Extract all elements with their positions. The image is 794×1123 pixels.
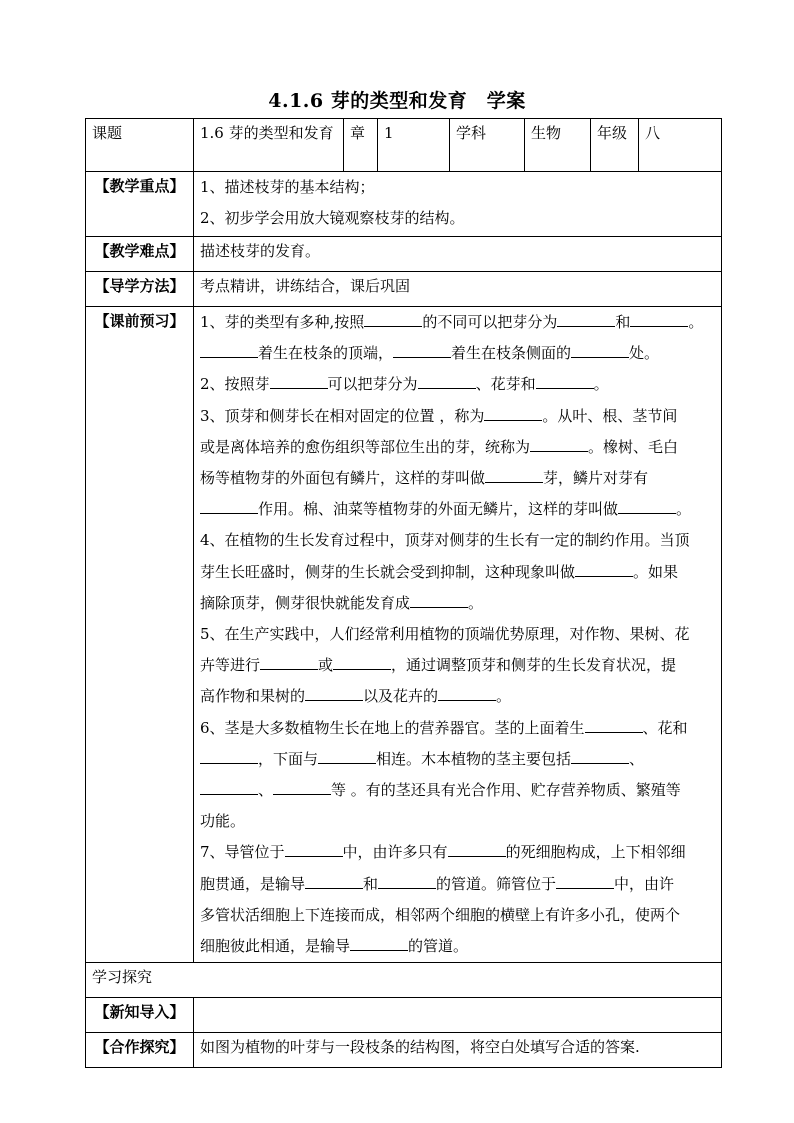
study-plan-table <box>85 118 722 1068</box>
topic-label: 课题 <box>86 119 194 172</box>
grade-label: 年级 <box>591 119 639 172</box>
preview-line: 作用。棉、油菜等植物芽的外面无鳞片，这样的芽叫做 。 <box>200 494 715 525</box>
method-row <box>86 272 722 307</box>
preview-line: 多管状活细胞上下连接而成，相邻两个细胞的横壁上有许多小孔，使两个 <box>200 905 681 924</box>
subject-value: 生物 <box>525 119 591 172</box>
preview-line: 7、导管位于 中，由许多只有 的死细胞构成，上下相邻细 <box>200 843 686 862</box>
preview-line: 芽生长旺盛时，侧芽的生长就会受到抑制，这种现象叫做 。如果 <box>200 562 679 581</box>
preview-line: 功能。 <box>200 812 246 831</box>
difficulty-row <box>86 237 722 272</box>
preview-line: 5、在生产实践中，人们经常利用植物的顶端优势原理，对作物、果树、花 <box>200 625 690 644</box>
preview-line: 2、按照芽 可以把芽分为 、花芽和 。 <box>200 375 609 394</box>
preview-line: 卉等进行 或 ，通过调整顶芽和侧芽的生长发育状况，提 <box>200 656 677 675</box>
new-knowledge-row <box>86 998 722 1033</box>
preview-content <box>194 307 722 963</box>
preview-label: 【课前预习】 <box>86 307 194 963</box>
key-point-1: 1、描述枝芽的基本结构； <box>200 178 375 196</box>
preview-line: 杨等植物芽的外面包有鳞片，这样的芽叫做 芽，鳞片对芽有 <box>200 469 649 488</box>
explore-row <box>86 963 722 998</box>
chapter-label: 章 <box>344 119 378 172</box>
header-row <box>86 119 722 172</box>
method-text: 考点精讲，讲练结合，课后巩固 <box>194 272 722 307</box>
new-knowledge-label: 【新知导入】 <box>86 998 194 1033</box>
preview-line: 着生在枝条的顶端， 着生在枝条侧面的 处。 <box>200 338 715 369</box>
explore-label: 学习探究 <box>86 963 722 998</box>
preview-line: 摘除顶芽，侧芽很快就能发育成 。 <box>200 593 484 612</box>
key-point-2: 2、初步学会用放大镜观察枝芽的结构。 <box>200 209 465 227</box>
difficulty-label: 【教学难点】 <box>86 237 194 272</box>
cooperate-label: 【合作探究】 <box>86 1033 194 1068</box>
preview-line: 6、茎是大多数植物生长在地上的营养器官。茎的上面着生 、花和 <box>200 718 688 737</box>
topic-value: 1.6 芽的类型和发育 <box>194 119 344 172</box>
preview-line: ，下面与 相连。木本植物的茎主要包括 、 <box>200 744 715 775</box>
subject-label: 学科 <box>450 119 525 172</box>
key-points-row <box>86 172 722 237</box>
chapter-value: 1 <box>378 119 450 172</box>
preview-line: 、 等 。有的茎还具有光合作用、贮存营养物质、繁殖等 <box>200 775 715 806</box>
cooperate-text: 如图为植物的叶芽与一段枝条的结构图，将空白处填写合适的答案. <box>194 1033 722 1068</box>
preview-line: 4、在植物的生长发育过程中，顶芽对侧芽的生长有一定的制约作用。当顶 <box>200 531 690 550</box>
method-label: 【导学方法】 <box>86 272 194 307</box>
preview-line: 细胞彼此相通，是输导 的管道。 <box>200 937 469 956</box>
preview-row <box>86 307 722 963</box>
grade-value: 八 <box>639 119 722 172</box>
preview-line: 高作物和果树的 以及花卉的 。 <box>200 687 512 706</box>
cooperate-row <box>86 1033 722 1068</box>
preview-line: 或是离体培养的愈伤组织等部位生出的芽，统称为 。橡树、毛白 <box>200 437 679 456</box>
key-points-label: 【教学重点】 <box>86 172 194 237</box>
preview-line: 3、顶芽和侧芽长在相对固定的位置 ，称为 。从叶、根、茎节间 <box>200 406 678 425</box>
page-title: 4.1.6 芽的类型和发育 学案 <box>268 90 526 112</box>
new-knowledge-text <box>194 998 722 1033</box>
difficulty-text: 描述枝芽的发育。 <box>194 237 722 272</box>
preview-line: 1、芽的类型有多种,按照 的不同可以把芽分为 和 。 <box>200 313 704 331</box>
preview-line: 胞贯通，是输导 和 的管道。筛管位于 中，由许 <box>200 874 675 893</box>
